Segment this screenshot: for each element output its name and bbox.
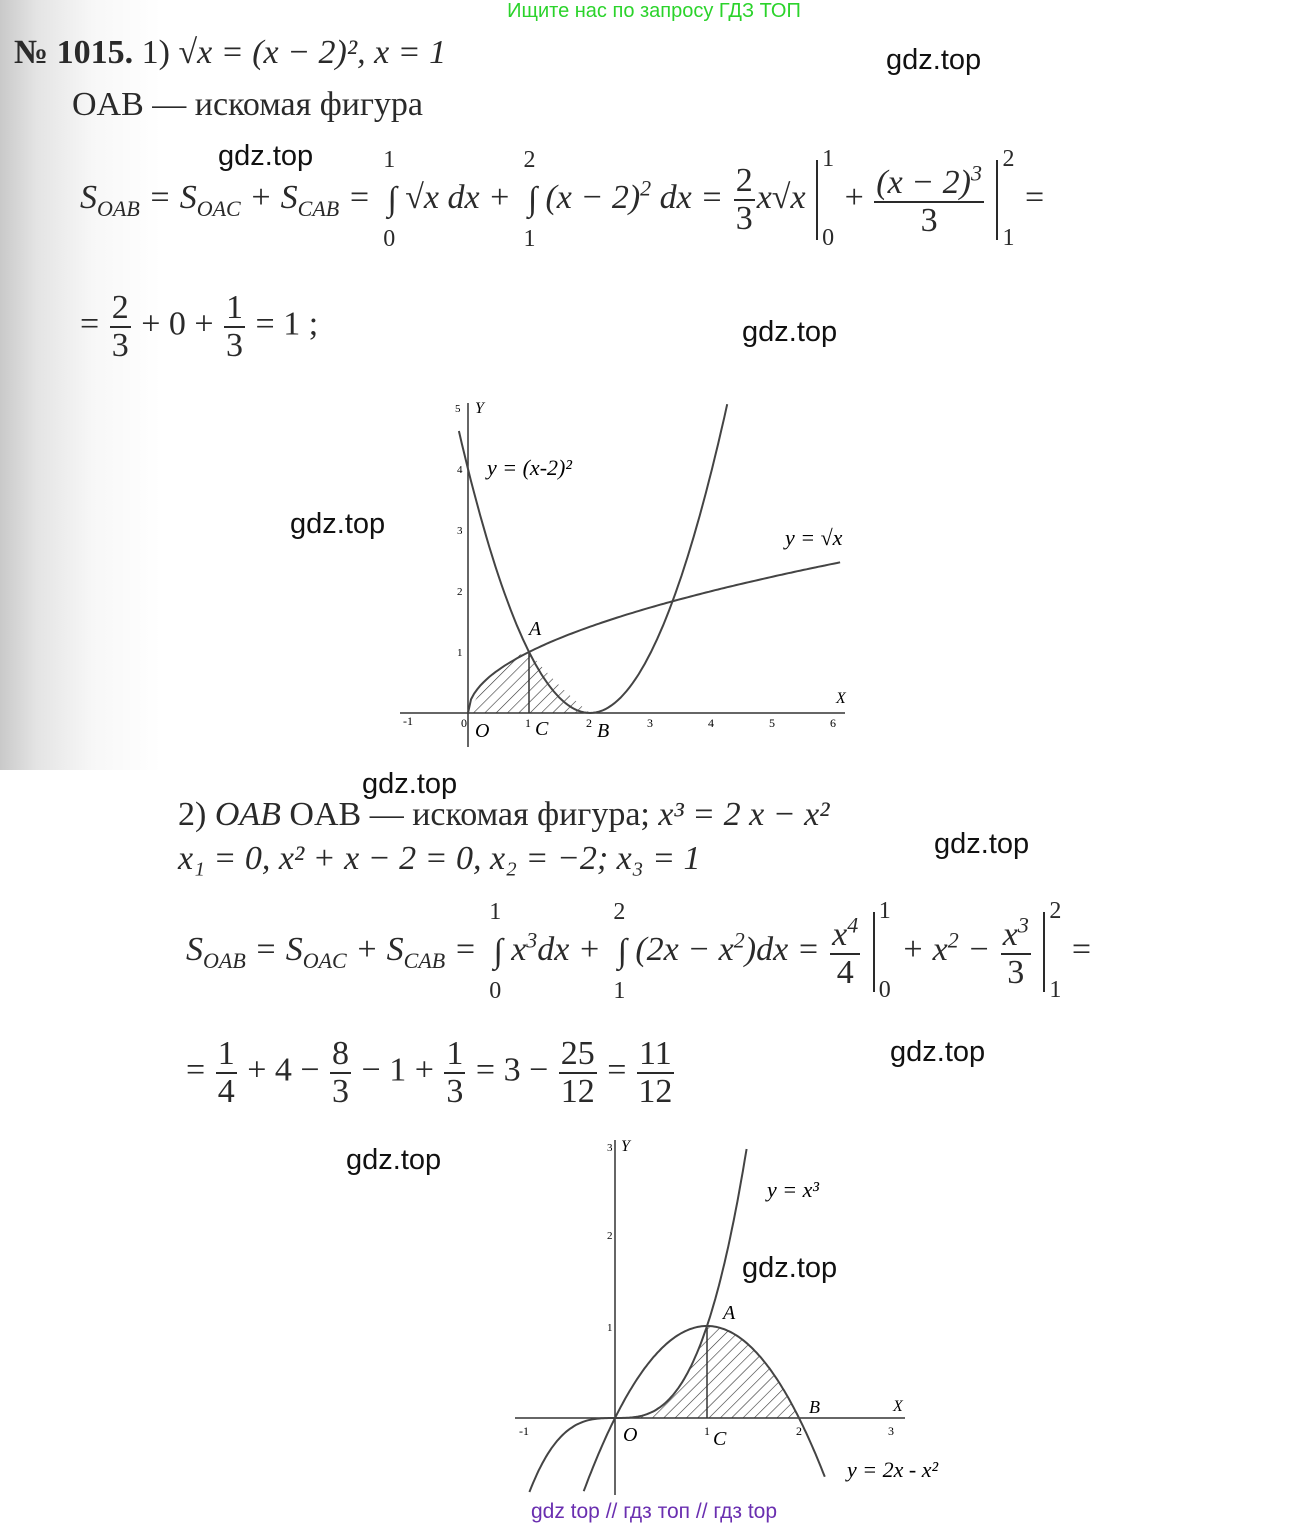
y-tick: 3 — [457, 525, 463, 537]
watermark: gdz.top — [742, 316, 838, 348]
graph-2 — [505, 1135, 965, 1495]
watermark: gdz.top — [742, 1252, 838, 1284]
point-a: A — [529, 618, 542, 640]
area-formula-1: $S_{OAB} = S_{OAC} + S_{CAB}$ = 1 ∫ 0 √x dx + 2 ∫ 1 $(x - 2)^2$ dx = $\frac{2}{3}$ x√x 1 0 + $\frac{(x - 2)^3}{3}$ 2 1 = — [80, 146, 1045, 252]
watermark: gdz.top — [218, 140, 314, 172]
problem-header — [14, 34, 446, 72]
watermark: gdz.top — [934, 828, 1030, 860]
sqrt-label: y = √x — [785, 525, 843, 550]
figure-text-2: 2) OAB OAB — искомая фигура; x³ = 2 x − x² — [178, 796, 830, 833]
watermark: gdz.top — [290, 508, 386, 540]
x-tick: 3 — [647, 716, 653, 730]
roots-2: x₁ = 0, x² + x − 2 = 0, x₂ = −2; x₃ = 1 — [178, 840, 701, 877]
point-b: B — [597, 720, 610, 742]
watermark: gdz.top — [346, 1144, 442, 1176]
x-axis-label: X — [836, 690, 846, 707]
item-number: 1) — [141, 34, 170, 71]
point-o: O — [623, 1424, 638, 1446]
y-axis-label: Y — [621, 1138, 630, 1155]
point-a: A — [723, 1302, 736, 1324]
y-tick: 2 — [607, 1230, 613, 1242]
graph-1 — [395, 395, 865, 755]
x-tick: 6 — [830, 716, 836, 730]
figure-text-1: OAB — искомая фигура — [72, 86, 423, 123]
y-axis-label: Y — [475, 400, 484, 417]
point-c: C — [713, 1428, 727, 1450]
x-tick: -1 — [403, 714, 413, 728]
area-result-2: = $\frac{1}{4}$ + 4 − $\frac{8}{3}$ − 1 + $\frac{1}{3}$ = 3 − $\frac{25}{12}$ = $\frac{11}{12}$ — [186, 1035, 673, 1110]
y-tick: 3 — [607, 1142, 613, 1154]
x-tick: 1 — [704, 1424, 710, 1438]
x-tick: 4 — [708, 716, 714, 730]
top-banner[interactable]: Ищите нас по запросу ГДЗ ТОП — [507, 0, 801, 22]
y-tick: 1 — [457, 647, 463, 659]
point-o: O — [475, 720, 490, 742]
y-tick: 1 — [607, 1322, 613, 1334]
x-tick: -1 — [519, 1424, 529, 1438]
y-tick: 2 — [457, 586, 463, 598]
watermark: gdz.top — [890, 1036, 986, 1068]
parabola-label: y = (x-2)² — [487, 455, 572, 480]
y-tick: 5 — [455, 403, 461, 415]
point-b: B — [809, 1397, 820, 1417]
cubic-label: y = x³ — [767, 1177, 819, 1202]
parabola-curve — [459, 404, 727, 713]
parabola-label: y = 2x - x² — [847, 1457, 939, 1482]
x-tick: 2 — [586, 716, 592, 730]
x-tick: 5 — [769, 716, 775, 730]
x-tick: 3 — [888, 1424, 894, 1438]
x-tick: 0 — [461, 716, 467, 730]
point-c: C — [535, 718, 549, 740]
watermark: gdz.top — [362, 768, 458, 800]
bottom-banner[interactable]: gdz top // гдз топ // гдз top — [530, 1500, 778, 1523]
problem-number: № 1015. — [14, 34, 134, 71]
watermark: gdz.top — [886, 44, 982, 76]
equation-1: √x = (x − 2)², x = 1 — [178, 34, 447, 71]
y-tick: 4 — [457, 464, 463, 476]
area-result-1: = $\frac{2}{3}$ + 0 + $\frac{1}{3}$ = 1 ; — [80, 289, 319, 364]
x-axis-label: X — [893, 1398, 903, 1415]
x-tick: 1 — [525, 716, 531, 730]
area-formula-2: $S_{OAB} = S_{OAC} + S_{CAB}$ = 1 ∫ 0 $x^3dx$ + 2 ∫ 1 $(2x - x^2)dx$ = $\frac{x^4}{4}$ 1 0 + $x^2$ − $\frac{x^3}{3}$ 2 1 = — [186, 898, 1092, 1004]
x-tick: 2 — [796, 1424, 802, 1438]
